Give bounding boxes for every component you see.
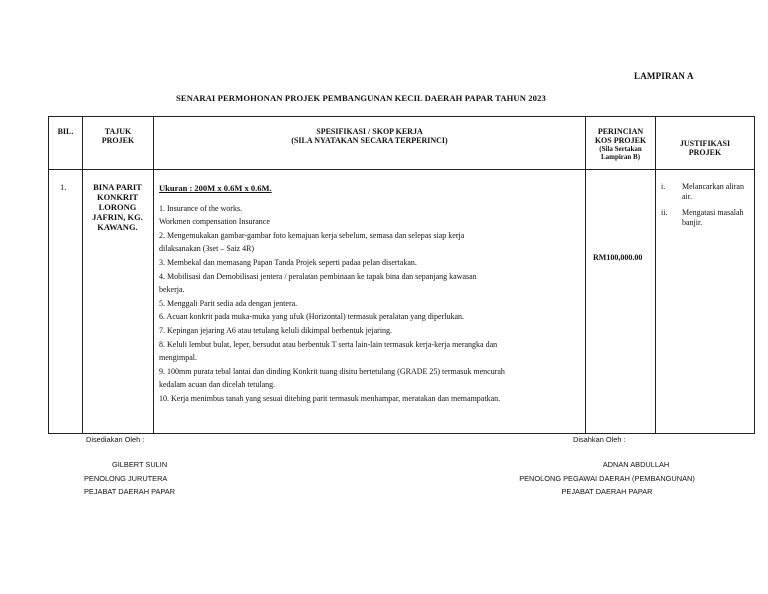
document-title: SENARAI PERMOHONAN PROJEK PEMBANGUNAN KECIL DAERAH PAPAR TAHUN 2023 — [176, 93, 546, 103]
spes-line: 5. Menggali Parit sedia ada dengan jentera. — [159, 298, 298, 308]
spes-line: dilaksanakan (3set – Saiz 4R) — [159, 244, 255, 254]
table-header-row — [49, 117, 755, 170]
cell-bil: 1. — [49, 170, 83, 434]
spes-line: 1. Insurance of the works. — [159, 203, 243, 213]
approved-by-role: PENOLONG PEGAWAI DAERAH (PEMBANGUNAN) — [519, 473, 695, 483]
spes-line: 10. Kerja menimbus tanah yang sesuai ditebing parit termasuk menhampar, meratakan dan memampatkan. — [159, 393, 501, 403]
spes-line: kedalam acuan dan dicelah tetulang. — [159, 380, 276, 390]
spes-line: bekerja. — [159, 285, 185, 295]
justifikasi-item: i. Melancarkan aliran air. — [661, 182, 744, 201]
spes-line: 2. Mengemukakan gambar-gambar foto kemajuan kerja sebelum, semasa dan selepas siap kerja — [159, 230, 465, 240]
approved-by-block — [500, 458, 714, 499]
prepared-by-block — [84, 458, 175, 499]
header-kos: PERINCIAN KOS PROJEK (Sila Sertakan Lampiran B) — [586, 117, 656, 170]
spes-ukuran: Ukuran : 200M x 0.6M x 0.6M. — [159, 183, 272, 193]
spes-line: Workmen compensation Insurance — [159, 217, 270, 227]
project-table — [48, 116, 755, 434]
cell-spesifikasi — [154, 170, 586, 434]
approved-by-name: ADNAN ABDULLAH — [602, 460, 670, 469]
approved-by-office: PEJABAT DAERAH PAPAR — [561, 487, 653, 496]
justifikasi-item: ii. Mengatasi masalah banjir. — [661, 208, 744, 227]
spes-line: 9. 100mm purata tebal lantai dan dinding Konkrit tuang disitu bertetulang (GRADE 25) termasuk mencurah — [159, 366, 505, 376]
prepared-by-office: PEJABAT DAERAH PAPAR — [84, 487, 176, 496]
spes-line: 6. Acuan konkrit pada muka-muka yang ufuk (Horizontal) termasuk peralatan yang diperlukan. — [159, 312, 465, 322]
cell-tajuk: BINA PARIT KONKRIT LORONG JAFRIN, KG. KAWANG. — [83, 170, 154, 434]
approved-by-label: Disahkan Oleh : — [573, 435, 626, 444]
spes-line: 3. Membekal dan memasang Papan Tanda Projek seperti padaa pelan disertakan. — [159, 257, 417, 267]
cell-justifikasi — [656, 170, 755, 434]
spes-line: 4. Mobilisasi dan Demobilisasi jentera / peralatan pembinaan ke tapak bina dan sepanjang kawasan — [159, 271, 477, 281]
header-spesifikasi: SPESIFIKASI / SKOP KERJA (SILA NYATAKAN SECARA TERPERINCI) — [154, 117, 586, 170]
prepared-by-role: PENOLONG JURUTERA — [84, 473, 168, 483]
spes-line: mengimpal. — [159, 353, 197, 363]
spes-line: 7. Kepingan jejaring A6 atau tetulang keluli dikimpal berbentuk jejaring. — [159, 325, 393, 335]
table-row — [49, 170, 755, 434]
header-justifikasi: JUSTIFIKASI PROJEK — [656, 117, 755, 170]
cell-kos: RM100,000.00 — [586, 170, 656, 434]
prepared-by-label: Disediakan Oleh : — [86, 435, 145, 444]
header-bil: BIL. — [49, 117, 83, 170]
lampiran-label: LAMPIRAN A — [634, 71, 694, 81]
prepared-by-name: GILBERT SULIN — [112, 460, 168, 469]
header-tajuk: TAJUK PROJEK — [83, 117, 154, 170]
spes-line: 8. Keluli lembut bulat, leper, bersudut atau berbentuk T serta lain-lain termasuk kerja-kerja merangka dan — [159, 339, 498, 349]
